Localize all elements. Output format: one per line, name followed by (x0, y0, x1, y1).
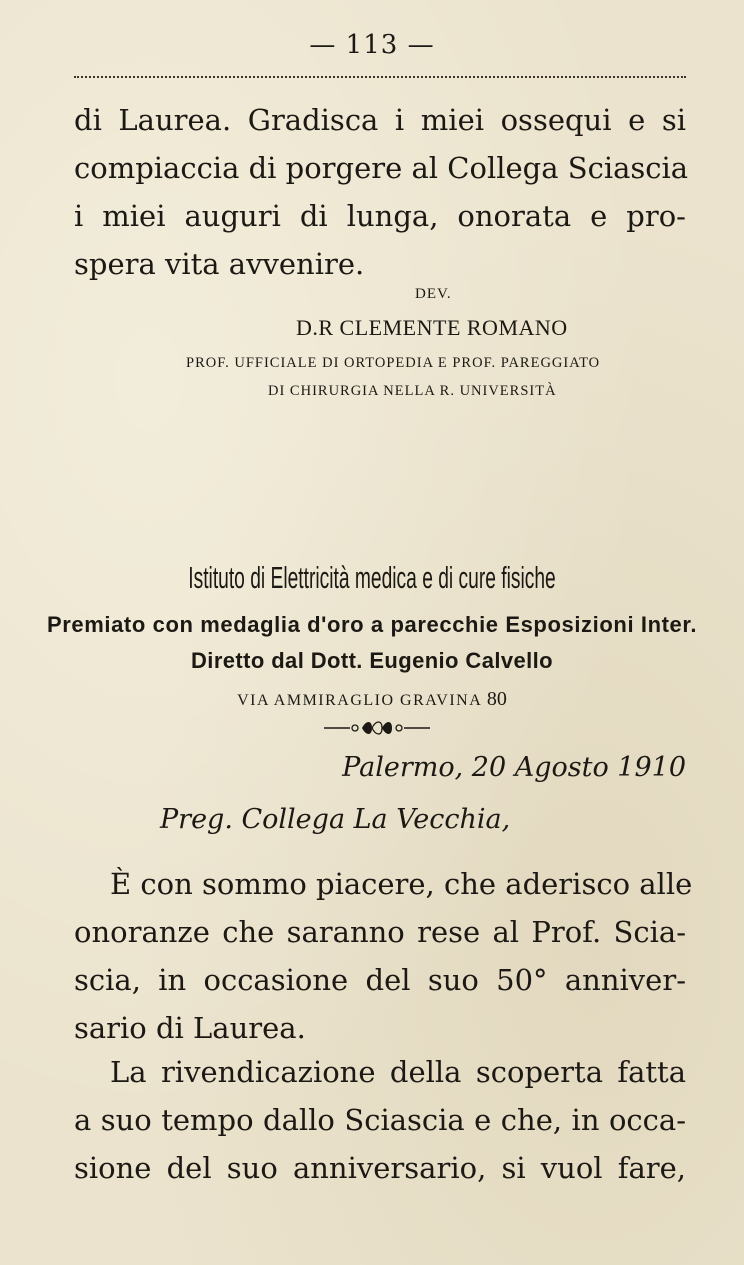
text-line: scia, in occasione del suo 50° anniver- (74, 963, 686, 997)
text-line: i miei auguri di lunga, onorata e pro- (74, 199, 686, 233)
page-number: — 113 — (309, 30, 435, 60)
address-number: 80 (486, 688, 507, 710)
award-text: Premiato con medaglia d'oro a parecchie Esposizioni Inter. (46, 612, 698, 637)
letterhead-award (0, 612, 744, 638)
text-line: compiaccia di porgere al Collega Sciascia (74, 151, 689, 185)
letter2-paragraph-2 (74, 1048, 686, 1192)
address-street: VIA AMMIRAGLIO GRAVINA (237, 692, 482, 709)
director-text: Diretto dal Dott. Eugenio Calvello (191, 648, 553, 673)
letter1-signer: D.R CLEMENTE ROMANO (296, 315, 568, 340)
letterhead-institute-name: Istituto di Elettricità medica e di cure fisiche (188, 560, 556, 595)
letter1-closing: DEV. (415, 286, 452, 302)
letter2-dateline: Palermo, 20 Agosto 1910 (342, 752, 686, 783)
letter2-salutation: Preg. Collega La Vecchia, (160, 804, 511, 835)
text-line: sione del suo anniversario, si vuol fare, (74, 1151, 686, 1185)
ornament-divider-icon (322, 716, 432, 740)
text-line: La rivendicazione della scoperta fatta (110, 1055, 686, 1089)
letter1-signer-title-line1: PROF. UFFICIALE DI ORTOPEDIA E PROF. PAREGGIATO (186, 355, 601, 371)
text-line: È con sommo piacere, che aderisco alle (110, 867, 693, 901)
letter1-signer-title-line2: DI CHIRURGIA NELLA R. UNIVERSITÀ (268, 383, 557, 399)
header-dotted-rule (74, 76, 686, 78)
letterhead-director (0, 648, 744, 674)
text-line: sario di Laurea. (74, 1011, 306, 1045)
text-line: spera vita avvenire. (74, 247, 365, 281)
text-line: onoranze che saranno rese al Prof. Scia- (74, 915, 686, 949)
letter2-paragraph-1 (74, 860, 693, 1052)
letterhead-address (0, 688, 744, 711)
text-line: a suo tempo dallo Sciascia e che, in occa- (74, 1103, 686, 1137)
letter1-paragraph (74, 96, 689, 288)
text-line: di Laurea. Gradisca i miei ossequi e si (74, 103, 686, 137)
